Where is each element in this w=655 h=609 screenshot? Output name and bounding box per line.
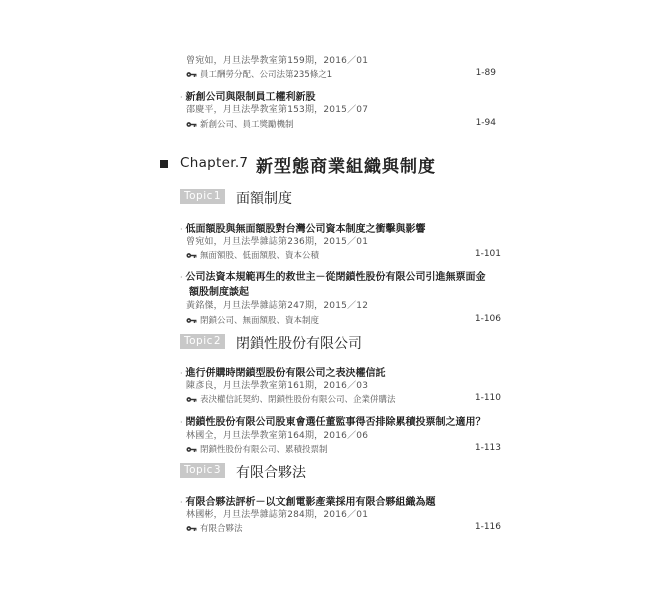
bullet-icon: · [180, 369, 183, 378]
keywords-text: 有限合夥法 [200, 524, 243, 534]
entry-title-text: 進行併購時閉鎖型股份有限公司之表決權信託 [185, 368, 386, 379]
entry-author: 林國彬，月旦法學雜誌第284期，2016／01 [186, 510, 369, 520]
key-icon [186, 395, 197, 404]
page-number: 1-106 [474, 314, 501, 324]
entry-title-text: 有限合夥法評析－以文創電影產業採用有限合夥組織為題 [185, 497, 436, 508]
chapter-square-icon [160, 160, 168, 168]
entry-title-line2: 額股制度談起 [189, 287, 249, 298]
page-number: 1-94 [475, 118, 496, 128]
keywords-text: 員工酬勞分配、公司法第235條之1 [200, 70, 333, 80]
topic-badge-word: Topic [184, 190, 213, 202]
entry-title [180, 364, 386, 379]
key-icon [186, 316, 197, 325]
keywords-text: 新創公司、員工獎勵機制 [200, 120, 294, 130]
entry-author: 林國全，月旦法學教室第164期，2016／06 [186, 431, 369, 441]
entry-keywords [186, 393, 396, 405]
topic-badge-number: 2 [213, 335, 222, 347]
topic-badge [180, 463, 225, 478]
entry-author: 曾宛如，月旦法學教室第159期，2016／01 [186, 56, 369, 66]
entry-keywords [186, 249, 319, 261]
entry-title-text: 公司法資本規範再生的救世主－從閉鎖性股份有限公司引進無票面金 [185, 272, 486, 283]
entry-keywords [186, 443, 328, 455]
entry-title [180, 88, 316, 103]
key-icon [186, 524, 197, 533]
topic-title: 閉鎖性股份有限公司 [236, 336, 362, 352]
key-icon [186, 120, 197, 129]
topic-badge [180, 189, 225, 204]
page-number: 1-101 [474, 249, 501, 259]
entry-title [180, 220, 426, 235]
entry-author: 邵慶平，月旦法學教室第153期，2015／07 [186, 105, 369, 115]
entry-author: 陳彥良，月旦法學教室第161期，2016／03 [186, 381, 369, 391]
entry-author: 曾宛如，月旦法學雜誌第236期，2015／01 [186, 237, 369, 247]
bullet-icon: · [180, 498, 183, 507]
topic-badge-number: 1 [213, 190, 222, 202]
entry-keywords [186, 68, 332, 80]
entry-title [180, 268, 486, 283]
topic-badge-number: 3 [213, 464, 222, 476]
page-number: 1-89 [475, 68, 496, 78]
entry-title-text: 低面額股與無面額股對台灣公司資本制度之衝擊與影響 [185, 224, 426, 235]
key-icon [186, 445, 197, 454]
bullet-icon: · [180, 93, 183, 102]
bullet-icon: · [180, 225, 183, 234]
topic-badge [180, 334, 225, 349]
entry-keywords [186, 522, 243, 534]
key-icon [186, 70, 197, 79]
entry-author: 黃銘傑，月旦法學雜誌第247期，2015／12 [186, 301, 369, 311]
page-number: 1-116 [474, 522, 501, 532]
bullet-icon: · [180, 273, 183, 282]
keywords-text: 閉鎖公司、無面額股、資本制度 [200, 316, 320, 326]
topic-badge-word: Topic [184, 464, 213, 476]
bullet-icon: · [180, 418, 183, 427]
entry-title [180, 413, 486, 428]
page-number: 1-110 [474, 393, 501, 403]
entry-keywords [186, 314, 319, 326]
topic-title: 面額制度 [236, 191, 292, 207]
key-icon [186, 251, 197, 260]
keywords-text: 無面額股、低面額股、資本公積 [200, 251, 320, 261]
entry-title [180, 493, 436, 508]
keywords-text: 表決權信託契約、閉鎖性股份有限公司、企業併購法 [200, 395, 396, 405]
topic-badge-word: Topic [184, 335, 213, 347]
entry-title-text: 新創公司與限制員工權利新股 [185, 92, 316, 103]
chapter-label: Chapter.7 [180, 155, 249, 171]
page-number: 1-113 [474, 443, 501, 453]
keywords-text: 閉鎖性股份有限公司、累積投票制 [200, 445, 328, 455]
entry-title-text: 閉鎖性股份有限公司股東會選任董監事得否排除累積投票制之適用？ [185, 417, 486, 428]
topic-title: 有限合夥法 [236, 465, 306, 481]
chapter-title: 新型態商業組織與制度 [256, 157, 436, 177]
entry-keywords [186, 118, 294, 130]
